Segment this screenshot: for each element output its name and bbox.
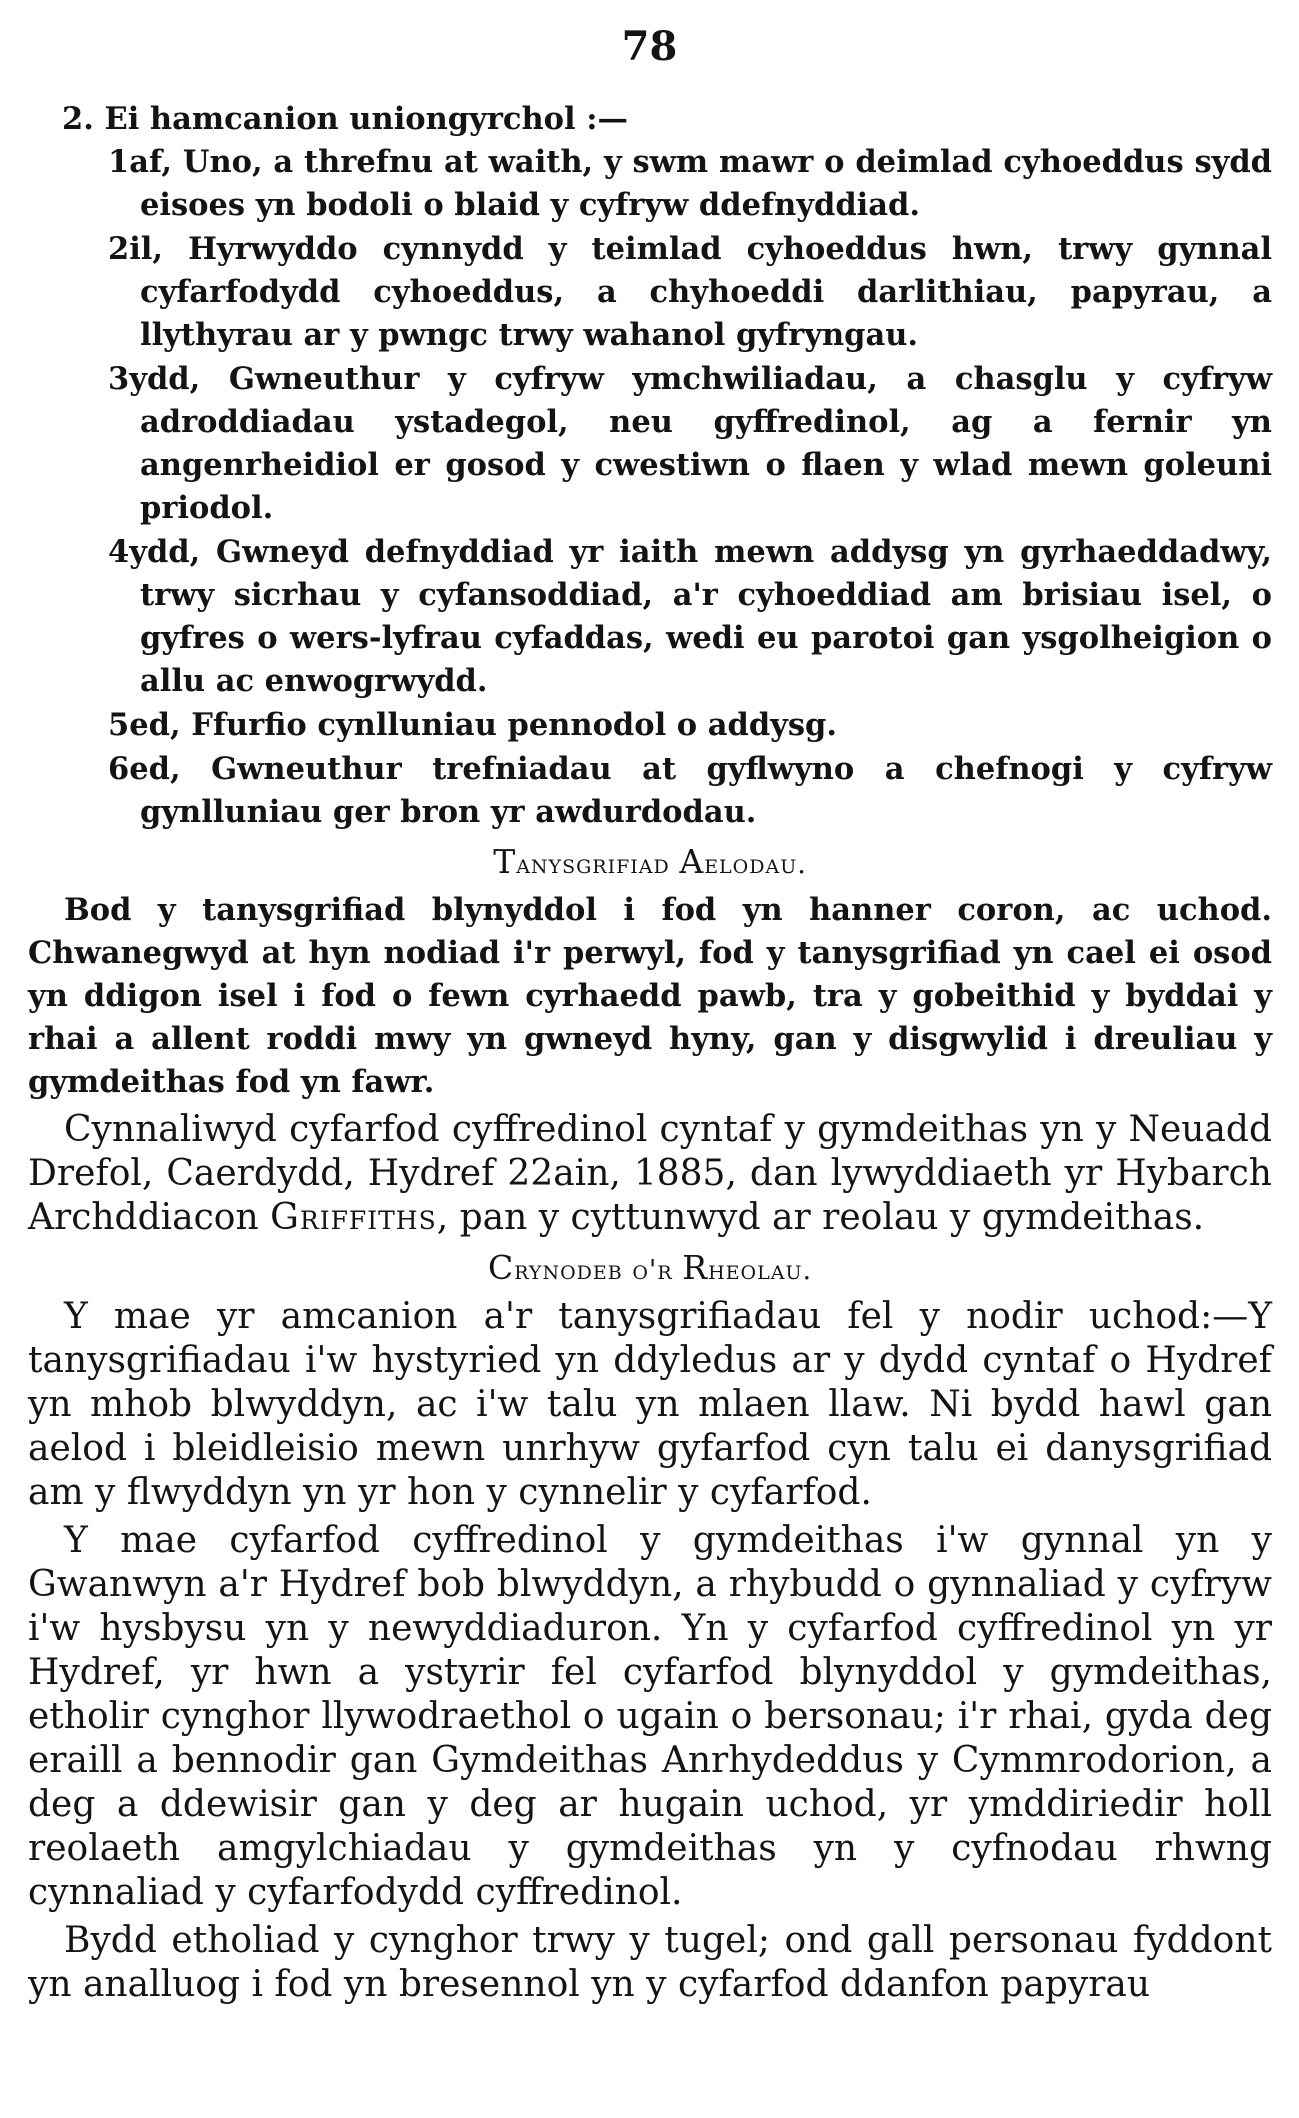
aim-item (28, 358, 1272, 530)
aims-heading: 2. Ei hamcanion uniongyrchol :— (62, 101, 628, 137)
aim-item (28, 748, 1272, 834)
rules-paragraph: Y mae cyfarfod cyffredinol y gymdeithas i'w gynnal yn y Gwanwyn a'r Hydref bob blwyddyn, a rhybudd o gynnaliad y cyfryw i'w hysbysu yn y newyddiaduron. Yn y cyfarfod cyffredinol yn yr Hydref, yr hwn a ystyrir fel cyfarfod blynyddol y gymdeithas, etholir cynghor llywodraethol o ugain o bersonau; i'r rhai, gyda deg eraill a bennodir gan Gymdeithas Anrhydeddus y Cymmrodorion, a deg a ddewisir gan y deg ar hugain uchod, yr ymddiriedir holl reolaeth amgylchiadau y gymdeithas yn y cyfnodau rhwng cynnaliad y cyfarfodydd cyffredinol. (28, 1520, 1272, 1913)
aim-number: 5ed, (108, 707, 181, 743)
aim-text: Gwneuthur y cyfryw ymchwiliadau, a chasglu y cyfryw adroddiadau ystadegol, neu gyffredinol, ag a fernir yn angenrheidiol er gosod y cwestiwn o flaen y wlad mewn goleuni priodol. (140, 361, 1272, 526)
aim-number: 4ydd, (108, 534, 201, 570)
text-block (28, 98, 1272, 2011)
aim-number: 2il, (108, 231, 164, 267)
subscription-paragraph: Bod y tanysgrifiad blynyddol i fod yn hanner coron, ac uchod. Chwanegwyd at hyn nodiad i'r perwyl, fod y tanysgrifiad yn cael ei osod yn ddigon isel i fod o fewn cyrhaedd pawb, tra y gobeithid y byddai y rhai a allent roddi mwy yn gwneyd hyny, gan y disgwylid i dreuliau y gymdeithas fod yn fawr. (28, 892, 1272, 1100)
aim-text: Hyrwyddo cynnydd y teimlad cyhoeddus hwn, trwy gynnal cyfarfodydd cyhoeddus, a chyhoeddi darlithiau, papyrau, a llythyrau ar y pwngc trwy wahanol gyfryngau. (140, 231, 1273, 353)
aim-number: 6ed, (108, 751, 181, 787)
aim-item (28, 141, 1272, 227)
aim-text: Uno, a threfnu at waith, y swm mawr o deimlad cyhoeddus sydd eisoes yn bodoli o blaid y cyfryw ddefnyddiad. (140, 144, 1272, 223)
aim-text: Gwneuthur trefniadau at gyflwyno a chefnogi y cyfryw gynlluniau ger bron yr awdurdodau. (140, 751, 1272, 830)
meeting-paragraph: Cynnaliwyd cyfarfod cyffredinol cyntaf y gymdeithas yn y Neuadd Drefol, Caerdydd, Hydref 22ain, 1885, dan lywyddiaeth yr Hybarch Archddiacon Griffiths, pan y cyttunwyd ar reolau y gymdeithas. (28, 1109, 1272, 1238)
rules-paragraph: Bydd etholiad y cynghor trwy y tugel; ond gall personau fyddont yn analluog i fod yn bresennol yn y cyfarfod ddanfon papyrau (28, 1920, 1272, 2005)
aim-text: Gwneyd defnyddiad yr iaith mewn addysg yn gyrhaeddadwy, trwy sicrhau y cyfansoddiad, a'r cyhoeddiad am brisiau isel, o gyfres o wers-lyfrau cyfaddas, wedi eu parotoi gan ysgolheigion o allu ac enwogrwydd. (140, 534, 1273, 699)
aim-item (28, 531, 1272, 703)
aim-number: 1af, (108, 144, 173, 180)
aim-number: 3ydd, (108, 361, 201, 397)
section-heading-subscription: Tanysgrifiad Aelodau. (493, 842, 807, 881)
aim-item (28, 228, 1272, 357)
rules-paragraph: Y mae yr amcanion a'r tanysgrifiadau fel y nodir uchod:—Y tanysgrifiadau i'w hystyried yn ddyledus ar y dydd cyntaf o Hydref yn mhob blwyddyn, ac i'w talu yn mlaen llaw. Ni bydd hawl gan aelod i bleidleisio mewn unrhyw gyfarfod cyn talu ei danysgrifiad am y flwyddyn yn yr hon y cynnelir y cyfarfod. (28, 1296, 1272, 1513)
person-name: Griffiths (270, 1197, 437, 1238)
aim-item (28, 704, 1272, 747)
aim-text: Ffurfio cynlluniau pennodol o addysg. (191, 707, 838, 743)
section-heading-rules: Crynodeb o'r Rheolau. (487, 1248, 813, 1287)
page-number: 78 (621, 23, 678, 70)
aims-list (28, 141, 1272, 834)
